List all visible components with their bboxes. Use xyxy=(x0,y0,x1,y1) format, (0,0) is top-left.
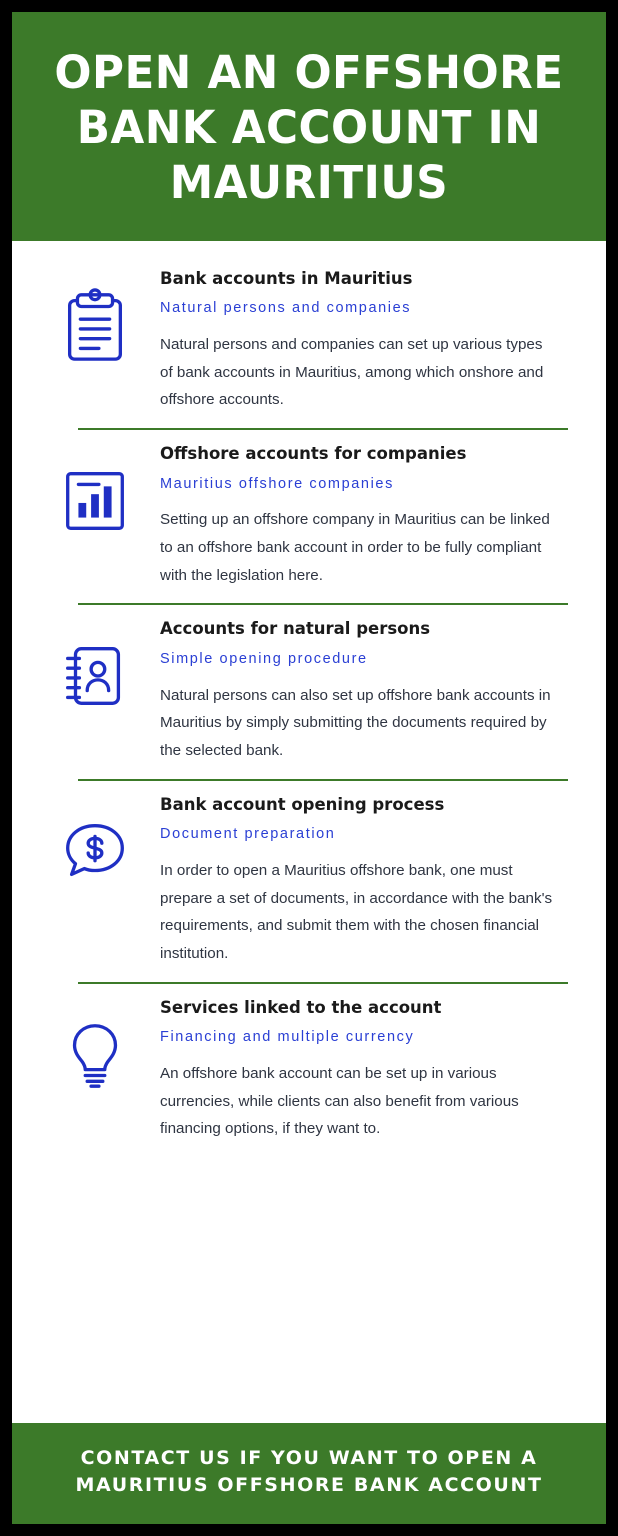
infographic-sheet xyxy=(12,12,606,1524)
section-icon-container xyxy=(30,998,160,1094)
section-icon-container xyxy=(30,269,160,365)
section-body: An offshore bank account can be set up in various currencies, while clients can also benefit from various financing options, if they want to. xyxy=(160,1065,519,1138)
section-body: Setting up an offshore company in Mauritius can be linked to an offshore bank account in order to be fully compliant with the legislation here. xyxy=(160,511,550,584)
header-banner xyxy=(12,12,606,241)
section-title: Bank account opening process xyxy=(160,794,445,814)
dollar-speech-bubble-icon xyxy=(56,813,134,891)
section-subtitle: Financing and multiple currency xyxy=(160,1029,415,1046)
section-text xyxy=(160,998,588,1143)
section-title: Services linked to the account xyxy=(160,997,442,1017)
footer-call-to-action: CONTACT US IF YOU WANT TO OPEN A MAURITIUS OFFSHORE BANK ACCOUNT xyxy=(75,1446,543,1497)
section-divider xyxy=(78,603,568,605)
section-body: Natural persons and companies can set up various types of bank accounts in Mauritius, among which onshore and offshore accounts. xyxy=(160,336,544,409)
section-subtitle: Natural persons and companies xyxy=(160,300,412,317)
footer-banner xyxy=(12,1423,606,1524)
section-subtitle: Mauritius offshore companies xyxy=(160,475,394,492)
clipboard-checklist-icon xyxy=(56,287,134,365)
section-subtitle: Document preparation xyxy=(160,826,336,843)
section-text xyxy=(160,444,588,589)
page-title: OPEN AN OFFSHORE BANK ACCOUNT IN MAURITIUS xyxy=(54,46,564,209)
section-text xyxy=(160,795,588,968)
section-title: Bank accounts in Mauritius xyxy=(160,268,413,288)
section-divider xyxy=(78,428,568,430)
address-book-icon xyxy=(56,637,134,715)
section-natural-persons xyxy=(30,609,588,772)
section-divider xyxy=(78,982,568,984)
sections-container xyxy=(12,241,606,1423)
section-icon-container xyxy=(30,795,160,891)
section-body: Natural persons can also set up offshore bank accounts in Mauritius by simply submitting the documents required by the selected bank. xyxy=(160,686,551,760)
section-icon-container xyxy=(30,619,160,715)
section-text xyxy=(160,269,588,414)
section-body: In order to open a Mauritius offshore bank, one must prepare a set of documents, in accordance with the bank's requirements, and submit them with the chosen financial institution. xyxy=(160,862,553,963)
section-subtitle: Simple opening procedure xyxy=(160,650,368,667)
section-bank-accounts xyxy=(30,259,588,422)
bar-chart-icon xyxy=(56,462,134,540)
section-opening-process xyxy=(30,785,588,976)
lightbulb-icon xyxy=(56,1016,134,1094)
section-title: Accounts for natural persons xyxy=(160,619,431,639)
section-offshore-companies xyxy=(30,434,588,597)
section-text xyxy=(160,619,588,764)
section-icon-container xyxy=(30,444,160,540)
section-services-linked xyxy=(30,988,588,1151)
section-divider xyxy=(78,779,568,781)
section-title: Offshore accounts for companies xyxy=(160,444,467,464)
